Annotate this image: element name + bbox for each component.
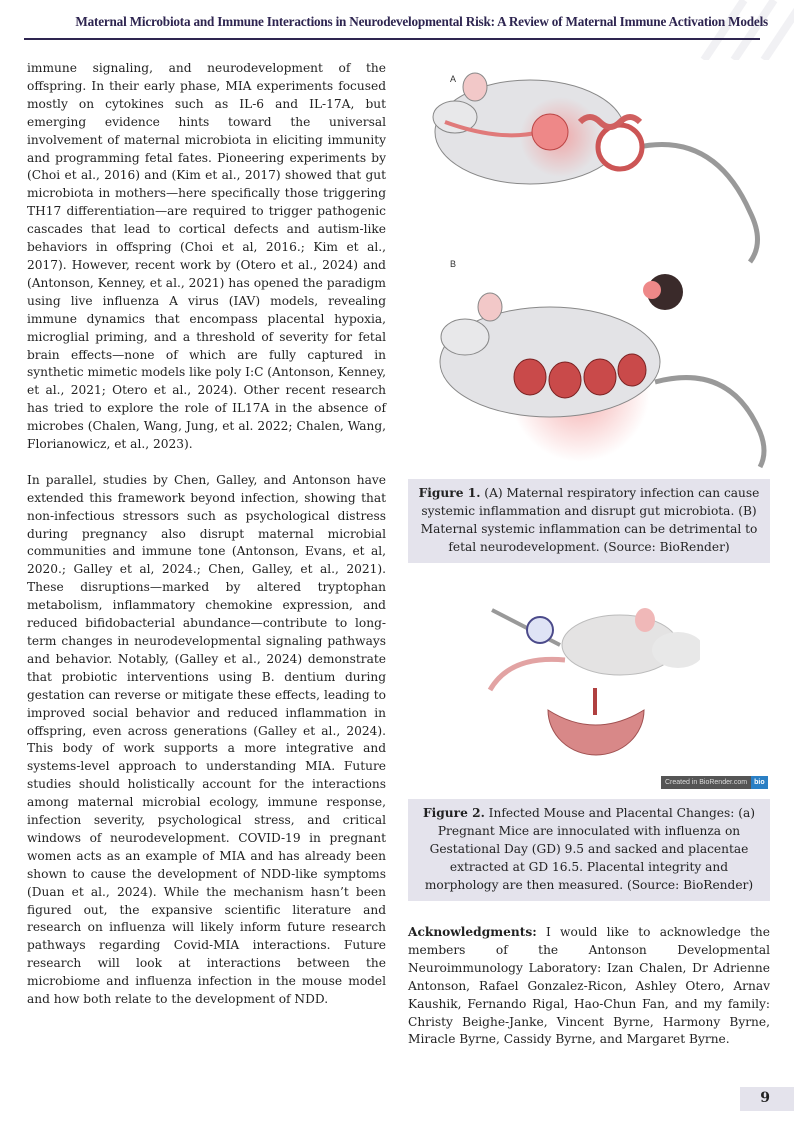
body-text-column (27, 60, 386, 1027)
acknowledgments-label: Acknowledgments: (408, 925, 537, 939)
mouse-illustration (490, 608, 700, 690)
biorender-badge-text: Created in BioRender.com (661, 776, 751, 789)
page-number-box (740, 1087, 794, 1111)
mouse-b-illustration (440, 274, 764, 467)
biorender-badge (661, 776, 768, 789)
body-paragraph: In parallel, studies by Chen, Galley, and Antonson have extended this framework beyond infection, showing that non-infectious stressors such as psychological distress during pregnancy also disrupt maternal microbial communities and immune tone (Antonson, Evans, et al, 2020.; Galley et al, 2024.; Chen, Galley, et al., 2021). These disruptions—marked by altered tryptophan metabolism, inflammatory chemokine expression, and reduced bifidobacterial abundance—contribute to long-term changes in neurodevelopmental signaling pathways and behavior. Notably, (Galley et al., 2024) demonstrate that probiotic interventions using B. dentium during gestation can reverse or mitigate these effects, leading to improved social behavior and reduced inflammation in offspring, even across generations (Galley et al., 2024). This body of work supports a more integrative and systems-level approach to understanding MIA. Future studies should holistically account for the interactions among maternal microbial ecology, immune response, infection severity, psychological stress, and critical windows of neurodevelopment. COVID-19 in pregnant women acts as an example of MIA and has already been shown to cause the development of NDD-like symptoms (Duan et al., 2024). While the mechanism hasn’t been figured out, the expansive scientific literature and research on influenza will likely inform future research pathways regarding Covid-MIA interactions. Future research will look at interactions between the microbiome and influenza infection in the mouse model and how both relate to the development of NDD. (27, 472, 386, 1007)
syringe-virus-illustration (492, 610, 560, 645)
body-paragraph: immune signaling, and neurodevelopment of the offspring. In their early phase, MIA experiments focused mostly on cytokines such as IL-6 and IL-17A, but emerging evidence hints toward the universal involvement of maternal microbiota in eliciting immunity and programming fetal fates. Pioneering experiments by (Choi et al., 2016) and (Kim et al., 2017) showed that gut microbiota in mothers—here specifically those triggering TH17 differentiation—are required to trigger pathogenic cascades that lead to cortical defects and autism-like behaviors in offspring (Choi et al, 2016.; Kim et al., 2017). However, recent work by (Otero et al., 2024) and (Antonson, Kenney, et al., 2021) has opened the paradigm using live influenza A virus (IAV) models, revealing immune dynamics that encompass placental hypoxia, microglial priming, and a threshold of severity for fetal brain effects—none of which are fully captured in synthetic mimetic models like poly I:C (Antonson, Kenney, et al., 2021; Otero et al., 2024). Other recent research has tried to explore the role of IL17A in the absence of microbes (Chalen, Wang, Jung, et al. 2022; Chalen, Wang, Florianowicz, et al., 2023). (27, 61, 386, 452)
mouse-a-illustration (433, 73, 758, 262)
page-number: 9 (760, 1090, 770, 1106)
acknowledgments (408, 924, 770, 1049)
figure-2-label: Figure 2. (423, 806, 485, 820)
biorender-logo: bio (751, 776, 768, 789)
header-decoration (594, 0, 794, 60)
header-rule (24, 38, 760, 40)
panel-a-label: A (450, 74, 457, 84)
acknowledgments-text: I would like to acknowledge the members of the Antonson Developmental Neuroimmunology Laboratory: Izan Chalen, Dr Adrienne Antonson, Rafael Gonzalez-Ricon, Ashley Otero, Arnav Kaushik, Fernando Rigal, Hao-Chun Fan, and my family: Christy Beighe-Janke, Vincent Byrne, Harmony Byrne, Miracle Byrne, Cassidy Byrne, and Margaret Byrne. (408, 925, 770, 1047)
figure-1-image (420, 62, 780, 472)
figure-2-caption (408, 799, 770, 901)
figure-1-caption-text: (A) Maternal respiratory infection can cause systemic inflammation and disrupt gut microbiota. (B) Maternal systemic inflammation can be detrimental to fetal neurodevelopment. (Source: BioRender) (420, 486, 760, 554)
figure-2-caption-text: Infected Mouse and Placental Changes: (a) Pregnant Mice are innoculated with influenza on Gestational Day (GD) 9.5 and sacked and placentae extracted at GD 16.5. Placental integrity and morphology are then measured. (Source: BioRender) (424, 806, 755, 892)
running-title: Maternal Microbiota and Immune Interactions in Neurodevelopmental Risk: A Review of Maternal Immune Activation Models (75, 14, 768, 29)
panel-b-label: B (450, 259, 457, 269)
figure-1-caption (408, 479, 770, 563)
placenta-illustration (548, 688, 644, 755)
figure-1-label: Figure 1. (418, 486, 481, 500)
figure-2-image (480, 600, 700, 760)
